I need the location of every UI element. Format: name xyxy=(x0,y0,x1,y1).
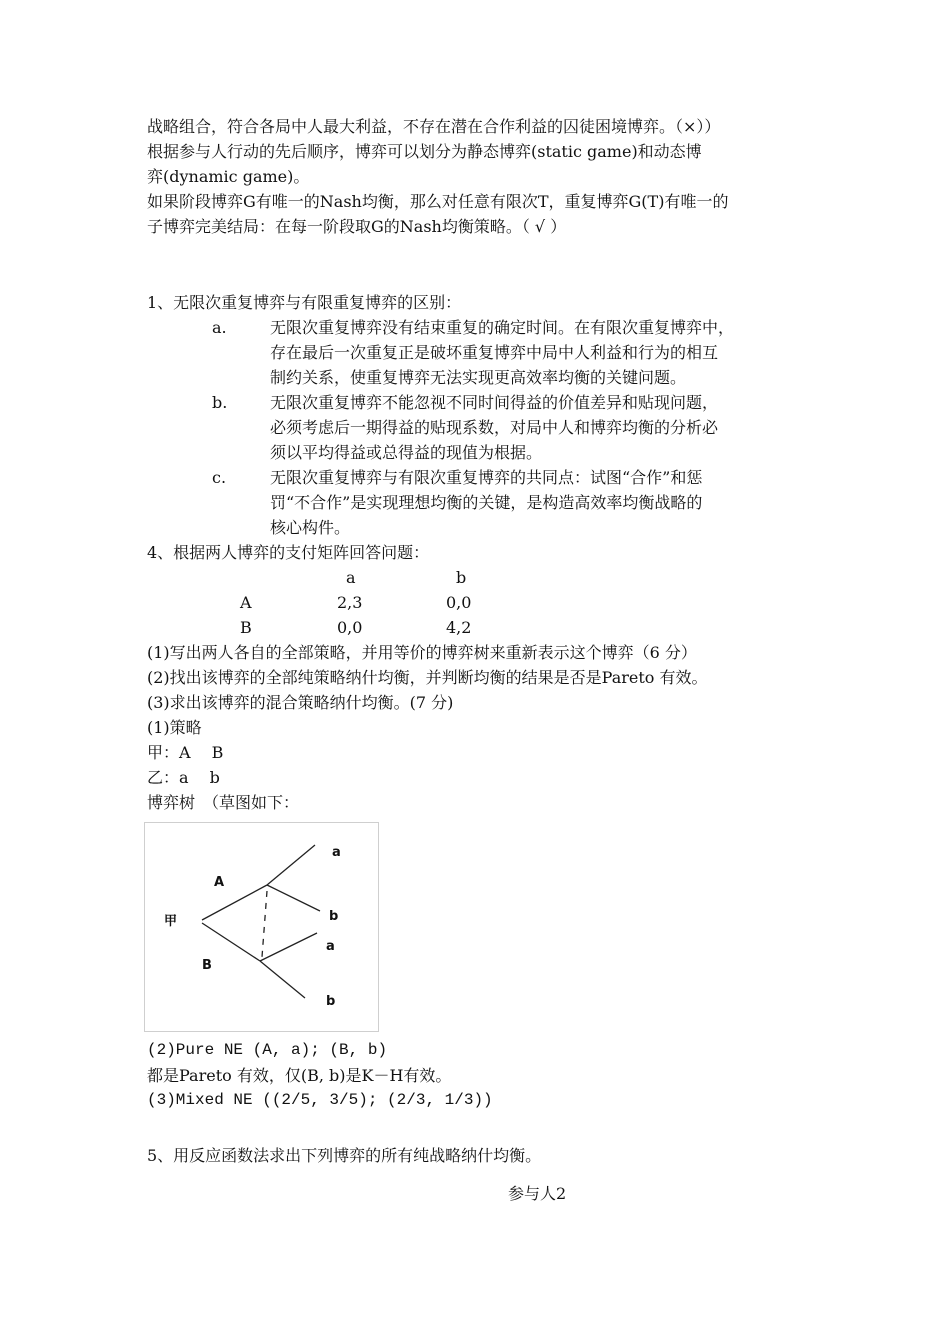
game-tree-svg xyxy=(145,823,378,1031)
q1-c-line-3: 核心构件。 xyxy=(270,518,351,537)
tree-action-B: B xyxy=(202,958,212,973)
q5-player-2-label: 参与人2 xyxy=(508,1184,567,1203)
q4-part-2: (2)找出该博弈的全部纯策略纳什均衡，并判断均衡的结果是否是Pareto 有效。 xyxy=(147,668,708,687)
tree-leaf-a1: a xyxy=(332,845,341,860)
matrix-cell-Aa: 2,3 xyxy=(337,593,363,612)
tree-information-set xyxy=(262,891,267,957)
matrix-cell-Ab: 0,0 xyxy=(446,593,472,612)
q4-answer-7: (3)Mixed NE ((2/5, 3/5); (2/3, 1/3)) xyxy=(147,1091,493,1109)
q4-part-3: (3)求出该博弈的混合策略纳什均衡。(7 分) xyxy=(147,693,454,712)
statement-line-5: 子博弈完美结局：在每一阶段取G的Nash均衡策略。（ √ ） xyxy=(147,217,567,236)
tree-leaf-a2: a xyxy=(326,939,335,954)
tree-branch-Ba xyxy=(260,933,317,961)
q4-title: 4、根据两人博弈的支付矩阵回答问题： xyxy=(147,543,430,562)
q1-c-line-1: 无限次重复博弈与有限次重复博弈的共同点：试图“合作”和惩 xyxy=(270,468,703,487)
q4-answer-3: 乙：a b xyxy=(147,768,220,787)
tree-branch-A xyxy=(202,885,267,920)
statement-line-4: 如果阶段博弈G有唯一的Nash均衡，那么对任意有限次T，重复博弈G(T)有唯一的 xyxy=(147,192,729,211)
tree-leaf-b2: b xyxy=(326,994,336,1009)
tree-root-label: 甲 xyxy=(164,914,178,929)
q4-answer-2: 甲：A B xyxy=(147,743,224,762)
q4-answer-6: 都是Pareto 有效，仅(B, b)是K－H有效。 xyxy=(147,1066,452,1085)
matrix-cell-Bb: 4,2 xyxy=(446,618,472,637)
matrix-cell-Ba: 0,0 xyxy=(337,618,363,637)
tree-branch-Bb xyxy=(260,961,305,998)
tree-branch-Aa xyxy=(267,845,315,885)
game-tree-figure xyxy=(144,822,379,1032)
matrix-col-a: a xyxy=(346,568,356,587)
statement-line-1: 战略组合，符合各局中人最大利益，不存在潜在合作利益的囚徒困境博弈。（×）） xyxy=(147,117,721,136)
matrix-row-A: A xyxy=(240,593,252,612)
matrix-row-B: B xyxy=(240,618,252,637)
q1-b-label: b. xyxy=(212,393,228,412)
matrix-col-b: b xyxy=(456,568,467,587)
q1-a-line-2: 存在最后一次重复正是破坏重复博弈中局中人利益和行为的相互 xyxy=(270,343,719,362)
q1-c-label: c. xyxy=(212,468,227,487)
q4-answer-4: 博弈树 （草图如下： xyxy=(147,793,300,812)
q1-a-label: a. xyxy=(212,318,227,337)
q1-b-line-2: 必须考虑后一期得益的贴现系数，对局中人和博弈均衡的分析必 xyxy=(270,418,719,437)
q1-b-line-1: 无限次重复博弈不能忽视不同时间得益的价值差异和贴现问题， xyxy=(270,393,719,412)
tree-branch-B xyxy=(202,923,260,961)
q4-answer-5: (2)Pure NE (A, a); (B, b) xyxy=(147,1041,388,1059)
tree-leaf-b1: b xyxy=(329,909,339,924)
q1-c-line-2: 罚“不合作”是实现理想均衡的关键，是构造高效率均衡战略的 xyxy=(270,493,703,512)
q1-a-line-1: 无限次重复博弈没有结束重复的确定时间。在有限次重复博弈中， xyxy=(270,318,735,337)
q4-part-1: (1)写出两人各自的全部策略，并用等价的博弈树来重新表示这个博弈（6 分） xyxy=(147,643,697,662)
q1-a-line-3: 制约关系，使重复博弈无法实现更高效率均衡的关键问题。 xyxy=(270,368,687,387)
q1-b-line-3: 须以平均得益或总得益的现值为根据。 xyxy=(270,443,543,462)
q1-title: 1、无限次重复博弈与有限重复博弈的区别： xyxy=(147,293,462,312)
tree-branch-Ab xyxy=(267,885,320,911)
statement-line-3: 弈(dynamic game)。 xyxy=(147,167,310,186)
tree-action-A: A xyxy=(214,875,225,890)
statement-line-2: 根据参与人行动的先后顺序，博弈可以划分为静态博弈(static game)和动态博 xyxy=(147,142,702,161)
q4-answer-1: (1)策略 xyxy=(147,718,202,737)
q5-title: 5、用反应函数法求出下列博弈的所有纯战略纳什均衡。 xyxy=(147,1146,542,1165)
